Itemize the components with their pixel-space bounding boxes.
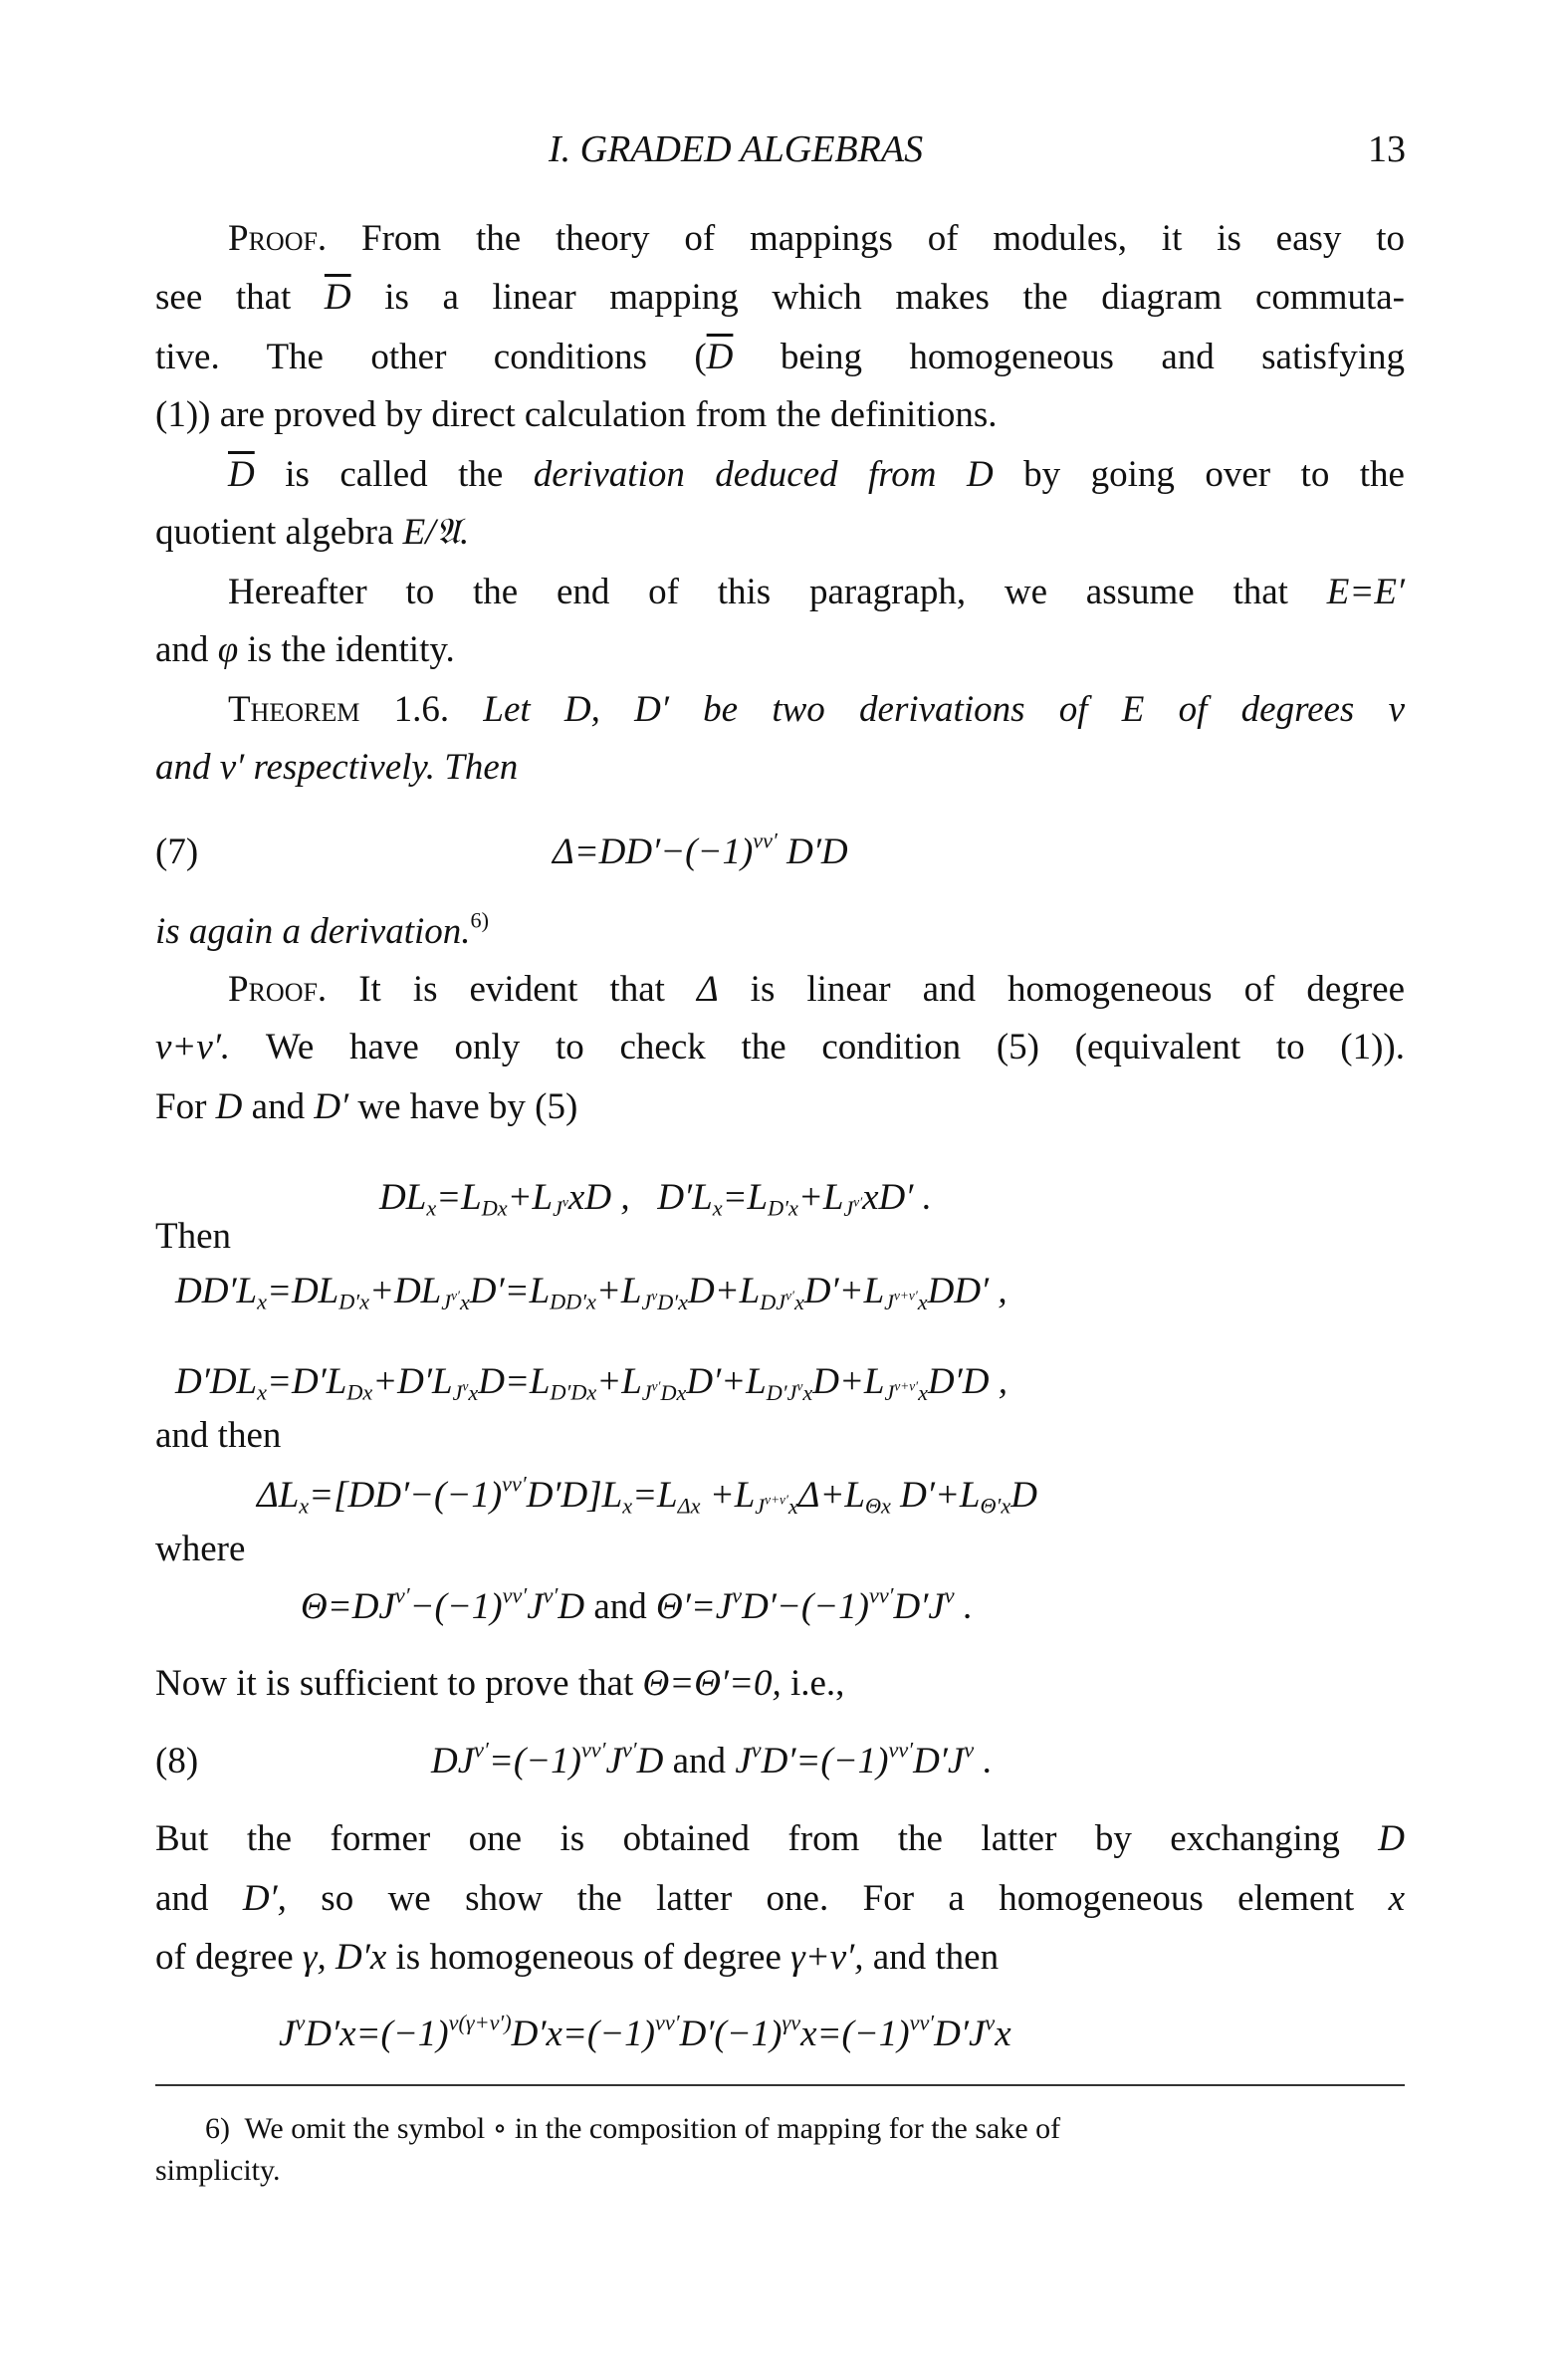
equation-number-7: (7) (155, 831, 199, 872)
proof1-label: Proof. (228, 218, 328, 259)
then-1: Then (155, 1216, 232, 1257)
compose-symbol: ∘ (492, 2112, 508, 2145)
proof2-text-3b: we have by (5) (357, 1086, 578, 1127)
but-line-3 (155, 1938, 999, 1979)
footnote-text-1a: We omit the symbol (244, 2112, 486, 2145)
but-text-2b: so we show the latter one. For a homogeneous element (321, 1878, 1355, 1919)
proof2-text-2b: We have only to check the condition (5) (equivalent to (1)). (265, 1027, 1406, 1067)
d-bar: $\overline{D}$ (706, 337, 734, 377)
equation-dl (379, 1178, 932, 1219)
eq7-lhs: Δ=DD′−(−1) (553, 831, 754, 872)
proof1-text-2b: is a linear mapping which makes the diagram commuta- (384, 277, 1406, 318)
proof1-line-3 (155, 338, 1405, 378)
eq-part: =L (722, 1177, 769, 1218)
footnote-line-2: simplicity. (155, 2154, 281, 2187)
eq-sub: J (843, 1195, 854, 1221)
eq-sub: D′x (768, 1195, 798, 1221)
assume-text-2a: and (155, 629, 209, 670)
eq-sub: x (426, 1195, 437, 1221)
footnote-text-1b: in the composition of mapping for the sake of (514, 2112, 1061, 2145)
d-bar: $\overline{D}$ (228, 454, 255, 495)
theorem-text-1: Let D, D′ be two derivations of E of degrees ν (483, 689, 1405, 730)
footnote-line-1 (205, 2112, 1060, 2145)
footnote-mark: 6) (205, 2112, 230, 2145)
ie-text: i.e., (789, 1663, 845, 1704)
page-number: 13 (1368, 128, 1406, 170)
equation-theta: $\Theta=DJ^{\nu'}-(-1)^{\nu\nu'}J^{\nu'}D$ and $\Theta'=J^\nu D'-(-1)^{\nu\nu'}D'J^\nu$ . (301, 1582, 974, 1627)
proof1-line-1 (228, 219, 1405, 260)
now-line (155, 1664, 844, 1705)
but-text-3a: of degree (155, 1937, 294, 1978)
deduced-line-1 (228, 455, 1405, 496)
eq-sub: Dx (481, 1195, 508, 1221)
x-symbol: x (1388, 1878, 1406, 1919)
theorem-text-3: is again a derivation. (155, 911, 471, 952)
quotient-algebra: E/𝔄. (402, 512, 470, 553)
theorem-line-2: and ν′ respectively. Then (155, 747, 519, 788)
equation-ddp: $DD'L_x=DL_{D'x}+DL_{J^{\nu'}x}D'=L_{DD'x}+L_{J^\nu D'x}D+L_{DJ^{\nu'}x}D'+L_{J^{\nu+\nu'}x}DD'$ , (175, 1271, 1008, 1314)
proof2-and: and (251, 1086, 306, 1127)
footnote-ref: 6) (470, 907, 490, 933)
proof2-text-3a: For (155, 1086, 207, 1127)
equation-8: $DJ^{\nu'}=(-1)^{\nu\nu'}J^{\nu'}D$ and $J^\nu D'=(-1)^{\nu\nu'}D'J^\nu$ . (431, 1737, 993, 1781)
proof1-text-2a: see that (155, 277, 292, 318)
eq-part: =L (436, 1177, 482, 1218)
dpx-symbol: D′x (336, 1937, 387, 1978)
proof2-line-1 (228, 970, 1405, 1011)
delta-symbol: Δ (696, 969, 719, 1010)
eq-part: xD′ . (862, 1177, 932, 1218)
equation-7 (553, 828, 848, 873)
proof1-line-4: (1)) are proved by direct calculation from the definitions. (155, 394, 998, 435)
equation-delta: $\Delta L_x=[DD'-(-1)^{\nu\nu'}D'D]L_x=L_{\Delta x} +L_{J^{\nu+\nu'}x}\Delta+L_{\Theta x}$ $D'+L_{\Theta'x}D$ (257, 1471, 1037, 1519)
equation-dpd: $D'DL_x=D'L_{Dx}+D'L_{J^\nu x}D=L_{D'Dx}+L_{J^{\nu'}Dx}D'+L_{D'J^\nu x}D+L_{J^{\nu+\nu'}x}D'D$ , (175, 1361, 1008, 1405)
d-symbol: D (1378, 1818, 1405, 1859)
but-line-2 (155, 1879, 1405, 1920)
gamma-nu-symbol: γ+ν′, (790, 1937, 864, 1978)
assume-text-2b: is the identity. (247, 629, 455, 670)
then-2: and then (155, 1415, 282, 1456)
gamma-symbol: γ, (302, 1937, 327, 1978)
assume-eq: E=E′ (1326, 572, 1406, 612)
d-symbol: D (215, 1086, 243, 1127)
but-text-2a: and (155, 1878, 209, 1919)
assume-text-1a: Hereafter to the end of this paragraph, we assume that (228, 572, 1288, 612)
d-symbol: D (966, 454, 994, 495)
deduced-text-1b: by going over to the (1023, 454, 1405, 495)
but-line-1 (155, 1819, 1405, 1860)
theorem-label: Theorem 1.6. (228, 689, 450, 730)
now-text: Now it is sufficient to prove that (155, 1663, 634, 1704)
proof1-text-3b: being homogeneous and satisfying (780, 337, 1406, 377)
eq-part: xD , (567, 1177, 630, 1218)
proof2-text-1a: It is evident that (358, 969, 665, 1010)
eq-part: +L (797, 1177, 844, 1218)
eq7-exponent: νν′ (753, 828, 778, 853)
eq-dpl-lhs: D′L (657, 1177, 713, 1218)
assume-line-2 (155, 630, 455, 671)
running-head-title: I. GRADED ALGEBRAS (549, 128, 924, 170)
assume-line-1 (228, 573, 1405, 613)
but-text-3b: is homogeneous of degree (395, 1937, 782, 1978)
dprime-symbol: D′ (314, 1086, 349, 1127)
footnote-rule (155, 2084, 1405, 2086)
phi-symbol: φ (217, 629, 239, 670)
proof1-line-2 (155, 278, 1405, 319)
eq-sub: J (553, 1195, 562, 1221)
where-label: where (155, 1529, 246, 1569)
deduced-text-1a: is called the (285, 454, 504, 495)
but-text-1: But the former one is obtained from the latter by exchanging (155, 1818, 1340, 1859)
eq-dl-lhs: DL (379, 1177, 427, 1218)
theta-zero: Θ=Θ′=0, (642, 1663, 782, 1704)
eq-sup: ν (562, 1194, 568, 1210)
eq-sub: x (712, 1195, 723, 1221)
proof1-text-3a: tive. The other conditions ( (155, 337, 707, 377)
eq7-rhs: D′D (786, 831, 848, 872)
but-text-3c: and then (872, 1937, 1000, 1978)
eq-part: +L (507, 1177, 554, 1218)
deduced-text-2a: quotient algebra (155, 512, 394, 553)
proof2-degree: ν+ν′. (155, 1027, 231, 1067)
proof2-text-1b: is linear and homogeneous of degree (750, 969, 1406, 1010)
proof1-text-1: From the theory of mappings of modules, it is easy to (361, 218, 1406, 259)
proof2-label: Proof. (228, 969, 328, 1010)
theorem-line-3 (155, 907, 490, 953)
deduced-line-2 (155, 513, 469, 554)
proof2-line-3 (155, 1087, 577, 1128)
theorem-line-1 (228, 690, 1405, 731)
eq-sup: ν′ (853, 1194, 863, 1210)
equation-number-8: (8) (155, 1741, 199, 1781)
proof2-line-2 (155, 1028, 1405, 1068)
d-bar: $\overline{D}$ (324, 277, 351, 318)
equation-last: $J^\nu D'x=(-1)^{\nu(\gamma+\nu')}D'x=(-1)^{\nu\nu'}D'(-1)^{\gamma\nu}x=(-1)^{\nu\nu'}D'J^\nu x$ (279, 2010, 1011, 2054)
dprime-symbol: D′, (242, 1878, 287, 1919)
deduced-term: derivation deduced from (533, 454, 937, 495)
